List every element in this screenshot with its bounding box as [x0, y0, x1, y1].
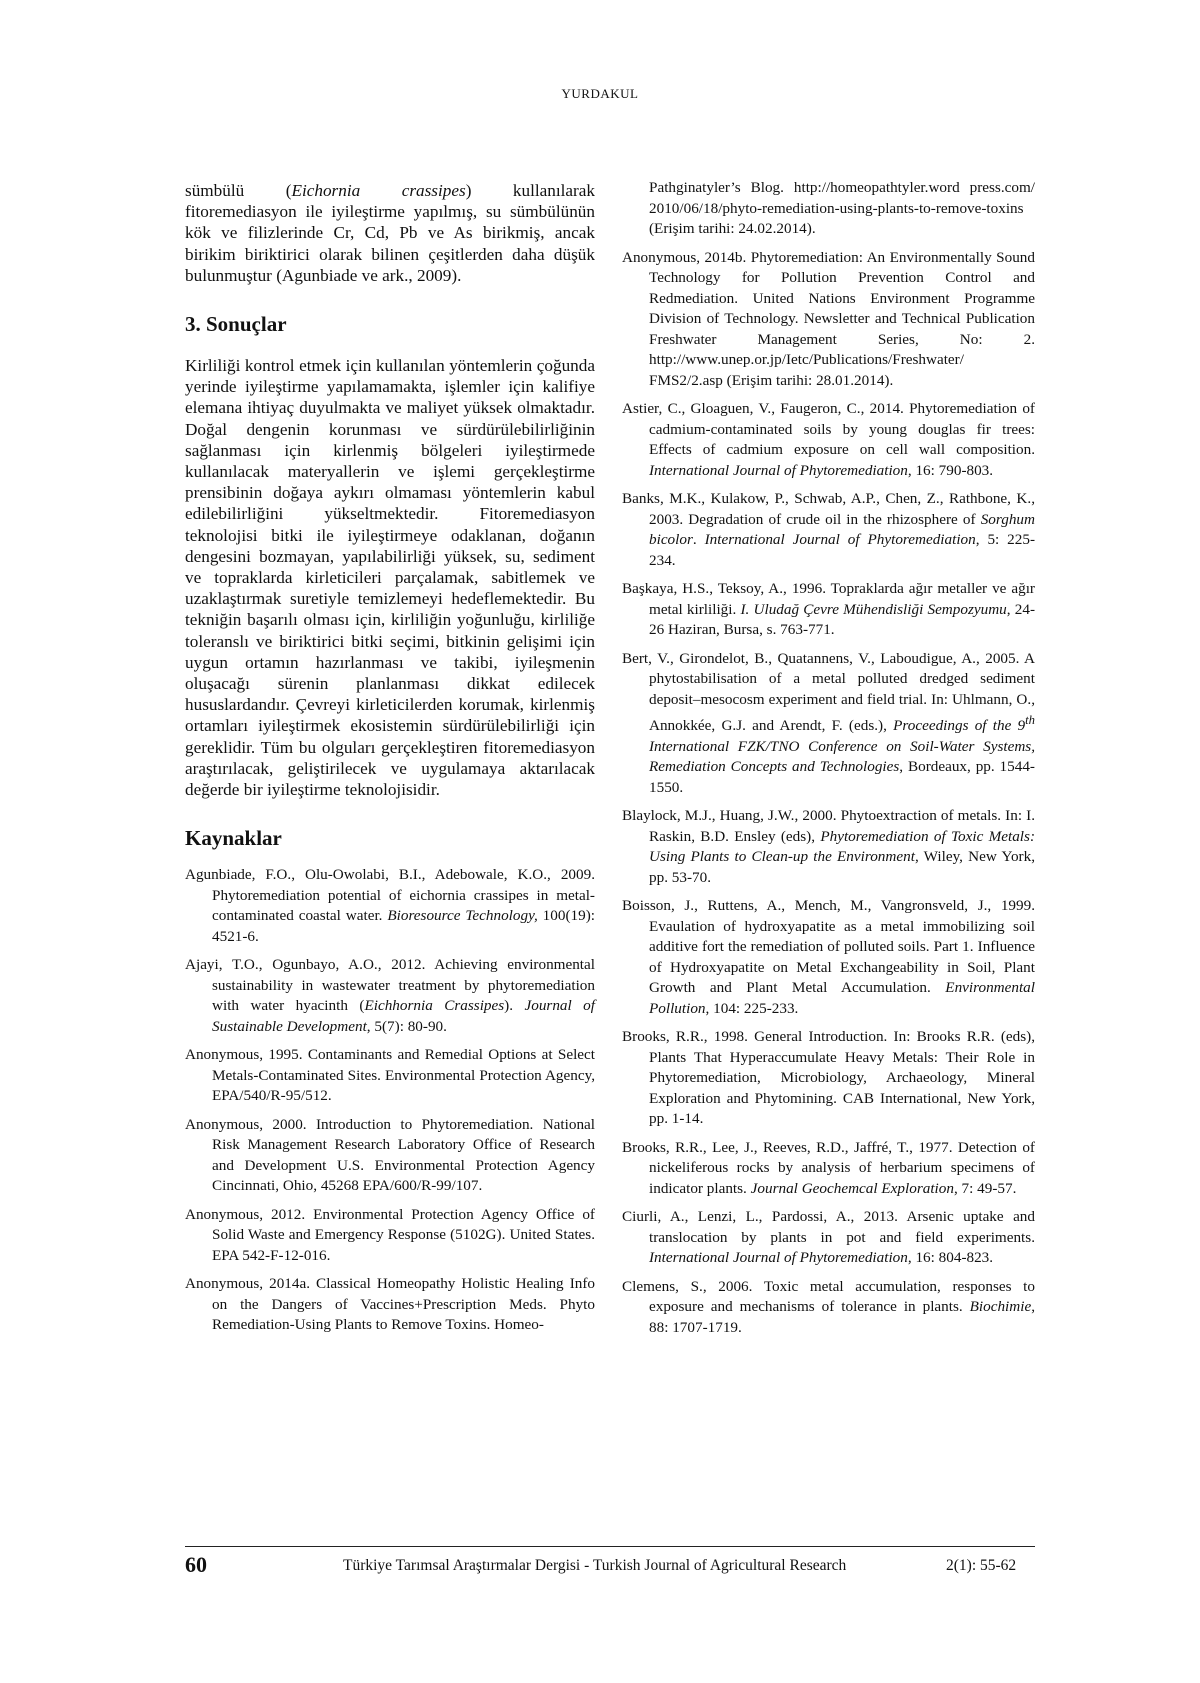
journal-title: Türkiye Tarımsal Araştırmalar Dergisi - Turkish Journal of Agricultural Research [343, 1557, 847, 1574]
reference-details: , 5: 225-234. [649, 531, 1036, 569]
reference-item [185, 1205, 595, 1267]
reference-details: , 104: 225-233. [705, 999, 799, 1017]
reference-details: , 5(7): 80-90. [366, 1017, 447, 1035]
conclusions-paragraph: Kirliliği kontrol etmek için kullanılan yöntemlerin çoğunda yerinde iyileştirme yapılamamakta, işlemler için kalifiye elemana ihtiyaç duyulmakta ve maliyet yüksek olmaktadır. Doğal dengenin korunması ve sürdürülebilirliğinin sağlanması için kirlenmiş bölgeleri iyileştirmede kullanılacak materyallerin ve işlemi gerçekleştirme prensibinin doğaya aykırı olmaması yöntemlerin kabul edilebilirliğini yükseltmektedir. Fitoremediasyon teknolojisi bitki ile iyileştirmeye odaklanan, doğanın dengesini bozmayan, yapılabilirliği yüksek, su, sediment ve topraklarda kirleticileri parçalamak, sabitlemek ve uzaklaştırmak suretiyle temizlemeyi hedeflemektedir. Bu tekniğin başarılı olması için, kirliliğin yoğunluğu, kirliliğe toleranslı ve biriktirici bitki seçimi, bitkinin gelişimi için uygun ortamın hazırlanması ve takibi, iyileşmenin oluşacağı sürenin planlanması dikkat edilecek hususlardandır. Çevreyi kirleticilerden korumak, kirlenmiş ortamları iyileştirmek ekosistemin sürdürülebilirliği için gereklidir. Tüm bu olguları gerçekleştiren fitoremediasyon araştırılacak, geliştirilecek ve uygulamaya aktarılacak değerde bir iyileştirme teknolojisidir. [185, 356, 595, 800]
reference-species: Eichhornia Crassipes [364, 997, 505, 1015]
reference-item [185, 1115, 595, 1197]
reference-source: Journal of Sustainable Development [212, 997, 595, 1035]
reference-details: , 16: 790-803. [907, 461, 994, 479]
reference-text: Astier, C., Gloaguen, V., Faugeron, C., 2014. Phytoremediation of cadmium-contaminated soils by young douglas fir trees: Effects of cadmium exposure on cell wall composition. [622, 400, 1035, 458]
reference-item [185, 955, 595, 1037]
reference-source: Biochimie [969, 1298, 1032, 1316]
reference-list-left [185, 865, 595, 1336]
reference-source: Proceedings of the 9 [893, 717, 1026, 735]
page-number: 60 [185, 1552, 207, 1577]
reference-continuation: Pathginatyler’s Blog. http://homeopathtyler.word press.com/ 2010/06/18/phyto-remediation-using-plants-to-remove-toxins (Erişim tarihi: 24.02.2014). [649, 179, 1035, 237]
reference-text: Clemens, S., 2006. Toxic metal accumulation, responses to exposure and mechanisms of tolerance in plants. [622, 1277, 1035, 1316]
reference-item [185, 1045, 595, 1107]
reference-item [622, 649, 1035, 799]
reference-text: Anonymous, 2012. Environmental Protection Agency Office of Solid Waste and Emergency Response (5102G). United States. EPA 542-F-12-016. [185, 1205, 595, 1264]
reference-text: Blaylock, M.J., Huang, J.W., 2000. Phytoextraction of metals. In: I. Raskin, B.D. Ensley (eds), [622, 807, 1035, 845]
reference-source: Environmental Pollution [649, 979, 1035, 1017]
intro-text-end: ) kullanılarak fitoremediasyon ile iyileştirme yapılmış, su sümbülünün kök ve filizlerinde Cr, Cd, Pb ve As birikmiş, ancak birikim biriktirici olarak bilinen çeşitlerden daha düşük bulunmuştur (Agunbiade ve ark., 2009). [185, 181, 596, 285]
reference-source: International Journal of Phytoremediation [649, 461, 908, 479]
intro-text-start: sümbülü ( [185, 181, 292, 200]
reference-item [622, 1207, 1035, 1269]
reference-item [622, 489, 1035, 571]
reference-item [622, 1027, 1035, 1130]
reference-superscript: th [1025, 713, 1035, 727]
reference-text: ). [504, 997, 525, 1015]
reference-text: Brooks, R.R., Lee, J., Reeves, R.D., Jaffré, T., 1977. Detection of nickeliferous rocks by analysis of herbarium specimens of indicator plants. [622, 1138, 1035, 1197]
reference-details: 100(19): 4521-6. [212, 907, 595, 945]
reference-item [622, 806, 1035, 888]
reference-item [185, 865, 595, 947]
reference-text: Başkaya, H.S., Teksoy, A., 1996. Topraklarda ağır metaller ve ağır metal kirliliği. [622, 580, 1035, 618]
reference-details: , 16: 804-823. [907, 1249, 994, 1267]
reference-text: Ajayi, T.O., Ogunbayo, A.O., 2012. Achieving environmental sustainability in wastewater treatment by phytoremediation with water hyacinth ( [185, 956, 595, 1015]
intro-paragraph [185, 180, 595, 286]
reference-item [185, 1274, 595, 1336]
references-heading: Kaynaklar [185, 826, 282, 851]
reference-text: Boisson, J., Ruttens, A., Mench, M., Vangronsveld, J., 1999. Evaulation of hydroxyapatite as a metal immobilizing soil additive fort the remediation of polluted soils. Part 1. Influence of Hydroxyapatite on Metal Exchangeability in Soil, Plant Growth and Plant Metal Accumulation. [622, 897, 1035, 997]
reference-source: I. Uludağ Çevre Mühendisliği Sempozyumu [740, 600, 1007, 618]
reference-item [622, 1277, 1035, 1339]
reference-species: Sorghum bicolor [649, 510, 1035, 548]
footer-rule [185, 1546, 1035, 1547]
reference-item [622, 579, 1035, 641]
reference-text: Anonymous, 2014a. Classical Homeopathy Holistic Healing Info on the Dangers of Vaccines+Prescription Meds. Phyto Remediation-Using Plants to Remove Toxins. Homeo- [185, 1275, 595, 1334]
reference-details: , 24-26 Haziran, Bursa, s. 763-771. [649, 600, 1036, 638]
issue-info: 2(1): 55-62 [946, 1557, 1017, 1574]
reference-text: Anonymous, 1995. Contaminants and Remedial Options at Select Metals-Contaminated Sites. Environmental Protection Agency, EPA/540/R-95/512. [185, 1046, 595, 1105]
reference-details: , 88: 1707-1719. [649, 1298, 1035, 1336]
reference-item [622, 248, 1035, 392]
reference-source: Bioresource Technology, [387, 907, 538, 925]
left-column [185, 180, 595, 1344]
reference-text: Banks, M.K., Kulakow, P., Schwab, A.P., Chen, Z., Rathbone, K., 2003. Degradation of crude oil in the rhizosphere of [622, 490, 1035, 528]
reference-text: Bert, V., Girondelot, B., Quatannens, V., Laboudigue, A., 2005. A phytostabilisation of a metal polluted dredged sediment deposit–mesocosm experiment and field trial. In: Uhlmann, O., Annokkée, G.J. and Arendt, F. (eds.), [622, 649, 1035, 735]
reference-source: Journal Geochemcal Exploration [750, 1179, 954, 1197]
reference-source: International FZK/TNO Conference on Soil-Water Systems, Remediation Concepts and Technologies [649, 737, 1035, 776]
reference-source: International Journal of Phytoremediation [649, 1249, 908, 1267]
reference-text: Brooks, R.R., 1998. General Introduction. In: Brooks R.R. (eds), Plants That Hyperaccumulate Heavy Metals: Their Role in Phytoremediation, Microbiology, Archaeology, Mineral Exploration and Phytomining. CAB International, New York, pp. 1-14. [622, 1028, 1035, 1128]
reference-item [622, 1138, 1035, 1200]
reference-source: International Journal of Phytoremediation [704, 531, 976, 548]
reference-item [622, 399, 1035, 481]
reference-details: , Wiley, New York, pp. 53-70. [649, 848, 1035, 886]
reference-item [622, 896, 1035, 1019]
reference-text: Agunbiade, F.O., Olu-Owolabi, B.I., Adebowale, K.O., 2009. Phytoremediation potential of eichornia crassipes in metal-contaminated coastal water. [185, 866, 595, 925]
reference-details: , Bordeaux, pp. 1544-1550. [649, 758, 1035, 796]
right-column [622, 178, 1035, 1346]
reference-text: Ciurli, A., Lenzi, L., Pardossi, A., 2013. Arsenic uptake and translocation by plants in pot and field experiments. [622, 1208, 1035, 1246]
reference-source: Phytoremediation of Toxic Metals: Using Plants to Clean-up the Environment [649, 827, 1035, 866]
reference-text: . [692, 531, 705, 548]
species-name: Eichornia crassipes [291, 181, 466, 200]
section-heading-conclusions: 3. Sonuçlar [185, 312, 287, 337]
running-head: YURDAKUL [561, 86, 639, 101]
reference-details: , 7: 49-57. [953, 1179, 1017, 1197]
reference-text: Anonymous, 2014b. Phytoremediation: An Environmentally Sound Technology for Pollution Prevention Control and Redmediation. United Nations Environment Programme Division of Technology. Newsletter and Technical Publication Freshwater Management Series, No: 2. http://www.unep.or.jp/Ietc/Publications/Freshwater/ FMS2/2.asp (Erişim tarihi: 28.01.2014). [622, 248, 1035, 389]
reference-text: Anonymous, 2000. Introduction to Phytoremediation. National Risk Management Research Laboratory Office of Research and Development U.S. Environmental Protection Agency Cincinnati, Ohio, 45268 EPA/600/R-99/107. [185, 1115, 595, 1195]
